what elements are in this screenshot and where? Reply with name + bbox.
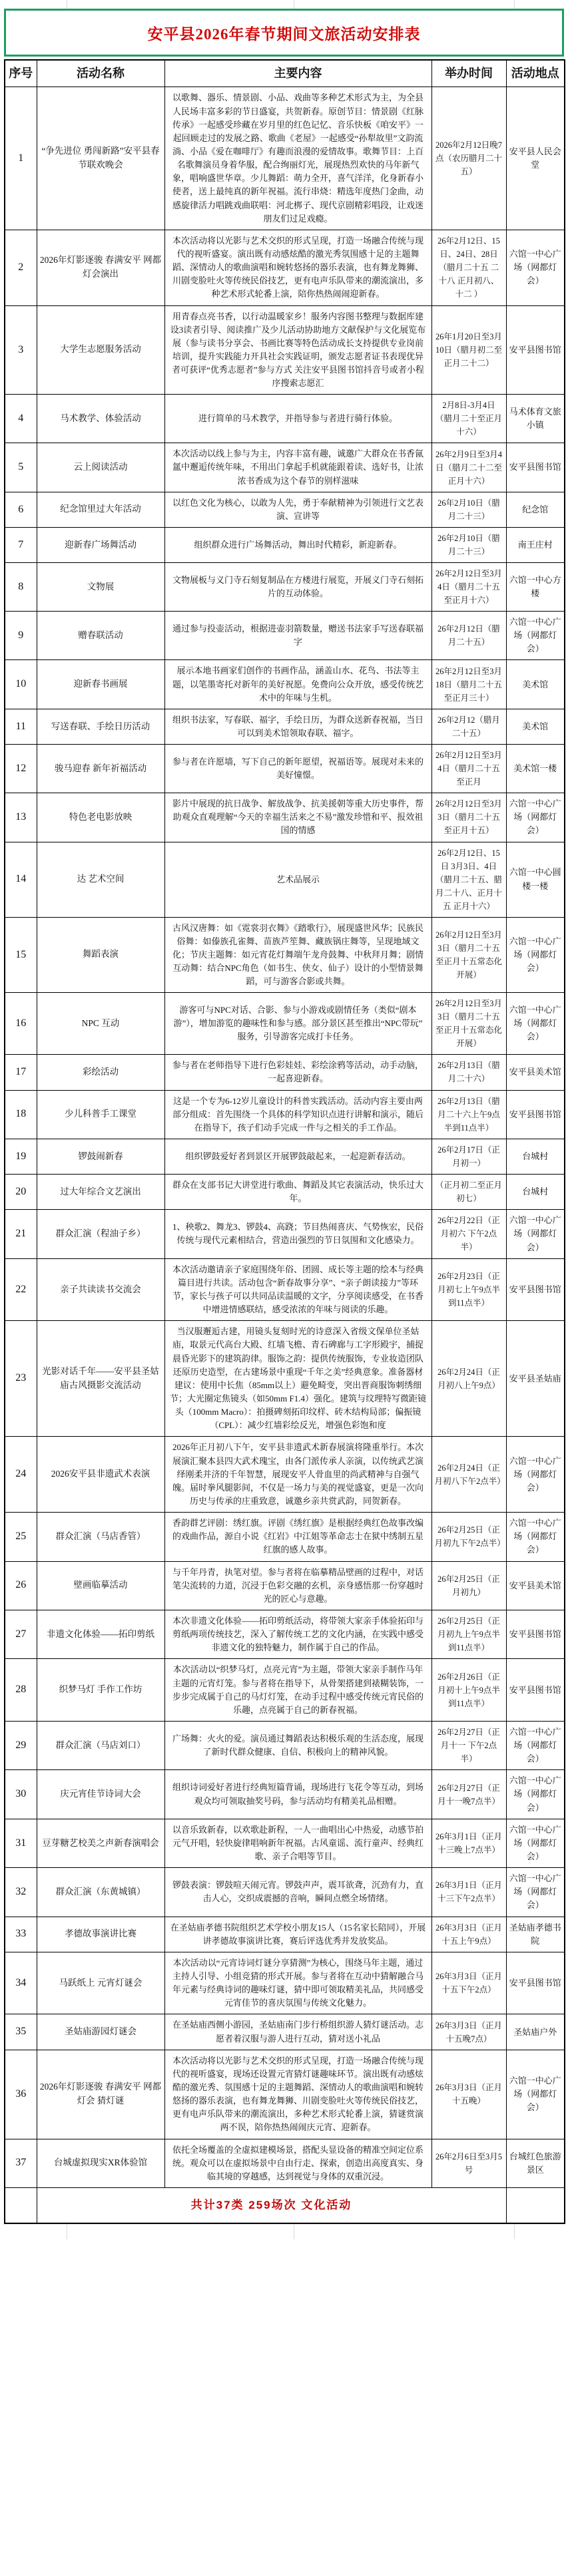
table-row — [5, 1868, 565, 1917]
content-cell: 以歌舞、器乐、情景剧、小品、戏曲等多种艺术形式为主，为全县人民场丰富多彩的节日盛宴，共贺新春。原创节目：情景剧《红脉传承》一起感受珍藏在岁月里的红色记忆、音乐快板《咱安平》一起回顾走过的发展之路、歌曲《老屋》一起感受“孙犁故里”文韵流淌、小品《爱在咖啡厅》有趣而浪漫的爱情故事。歌舞节目：上百名歌舞演员身着华服，配合绚丽灯光，展现热烈欢快的马年新气象，唱响盛世华章。少儿舞蹈：萌力全开，喜气洋洋，化身新春小使者，送上最纯真的新年祝福。流行串烧：精选年度热门金曲，动感旋律活力唱跳戏曲联唱：河北梆子、现代京剧精彩唱段，让戏迷朋友们过足戏瘾。 — [164, 87, 431, 230]
table-row — [5, 305, 565, 395]
footer-empty-cell-left — [5, 2188, 37, 2224]
content-cell: 广场舞：火火的爱。演员通过舞蹈表达积极乐观的生活态度，展现了新时代群众健康、自信、积极向上的精神风貌。 — [164, 1721, 431, 1769]
content-cell: 本次活动以“织梦马灯，点亮元宵”为主题，带领大家亲手制作马年主题的元宵灯笼。参与者将在指导下，从骨架搭建到裱糊装饰，一步步完成属于自己的马灯灯笼，在动手过程中感受传统元宵民俗的乐趣，点亮属于自己的新春祝福。 — [164, 1659, 431, 1722]
table-row — [5, 2014, 565, 2050]
row-number-cell: 19 — [5, 1139, 37, 1175]
activity-name-cell: 迎新春广场舞活动 — [37, 528, 164, 563]
activity-name-cell: 孝德故事演讲比赛 — [37, 1917, 164, 1952]
table-row — [5, 1321, 565, 1437]
location-cell: 纪念馆 — [506, 492, 565, 527]
row-number-cell: 30 — [5, 1770, 37, 1819]
activity-name-cell: 庆元宵佳节诗词大会 — [37, 1770, 164, 1819]
excel-gridline-strip-top — [3, 0, 565, 9]
location-cell: 六馆一中心广场（网都灯会） — [506, 1868, 565, 1917]
activity-name-cell: 织梦马灯 手作工作坊 — [37, 1659, 164, 1722]
activity-name-cell: 彩绘活动 — [37, 1055, 164, 1090]
content-cell: 这是一个专为6-12岁儿童设计的科普实践活动。活动内容主要由两部分组成：首先围绕一个具体的科学知识点进行讲解和演示，随后在指导下，孩子们动手完成一件与之相关的手工作品。 — [164, 1090, 431, 1139]
row-number-cell: 34 — [5, 1952, 37, 2014]
content-cell: 香韵群艺评剧：绣红旗。评剧《绣红旗》是根据经典红色故事改编的戏曲作品，源自小说《红岩》中江姐等革命志士在狱中绣制五星红旗的感人故事。 — [164, 1513, 431, 1561]
schedule-table — [4, 59, 565, 2224]
time-cell: 26年2月12日（腊月二十五） — [431, 612, 506, 660]
activity-name-cell: 2026安平县非遗武术表演 — [37, 1437, 164, 1513]
activity-name-cell: 马跃纸上 元宵灯谜会 — [37, 1952, 164, 2014]
time-cell: 26年2月25日（正月初九） — [431, 1561, 506, 1610]
content-cell: 在圣姑庙西侧小游园，圣姑庙南门步行桥组织游人猜灯谜活动。志愿者着汉服与游人进行互动，猜对送小礼品 — [164, 2014, 431, 2050]
activity-name-cell: 特色老电影放映 — [37, 793, 164, 842]
table-row — [5, 1952, 565, 2014]
row-number-cell: 22 — [5, 1258, 37, 1321]
activity-name-cell: 群众汇演（马店刘口） — [37, 1721, 164, 1769]
content-cell: 当汉服邂逅古建，用镜头复刻时光的诗意深入省级文保单位圣姑庙，取景元代高台大殿、红墙飞檐、青石碑廊与工字形殿宇，捕捉晨昏光影下的建筑韵律。服饰之韵：提供传统服饰，专业妆造团队还原历史造型，在古建场景中重现“千年之美”经典意象。准备器材建议：使用中长焦（85mm以上）避免畸变，突出晋商服饰刺绣细节；大光圈定焦镜头（如50mm F1.4）强化。建筑与纹理特写微距镜头（100mm Macro）：拍摄碑刻拓印纹样、砖木结构局部；偏振镜（CPL）：减少红墙彩绘反光，增强色彩饱和度 — [164, 1321, 431, 1437]
content-cell: 游客可与NPC对话、合影、参与小游戏或剧情任务（类似“剧本游”），增加游览的趣味性和参与感。部分景区甚至推出“NPC带玩”服务，引导游客完成打卡任务。 — [164, 993, 431, 1055]
row-number-cell: 14 — [5, 842, 37, 917]
time-cell: 26年2月24日（正月初八上午9点） — [431, 1321, 506, 1437]
row-number-cell: 23 — [5, 1321, 37, 1437]
activity-name-cell: 纪念馆里过大年活动 — [37, 492, 164, 527]
time-cell: 26年3月3日（正月十五晚7点） — [431, 2014, 506, 2050]
content-cell: 本次非遗文化体验——拓印剪纸活动，将带领大家亲手体验拓印与剪纸两项传统技艺，深入了解传统工艺的文化内涵，在实践中感受非遗文化的独特魅力，制作属于自己的作品。 — [164, 1610, 431, 1658]
activity-name-cell: 台城虚拟现实XR体验馆 — [37, 2139, 164, 2187]
column-header-location: 活动地点 — [506, 60, 565, 87]
row-number-cell: 16 — [5, 993, 37, 1055]
time-cell: 2026年2月12日晚7点（农历腊月二十五） — [431, 87, 506, 230]
excel-gridline-strip-bottom — [3, 2224, 565, 2239]
table-row — [5, 1770, 565, 1819]
row-number-cell: 17 — [5, 1055, 37, 1090]
time-cell: 26年2月25日（正月初九下午2点半） — [431, 1513, 506, 1561]
table-row — [5, 528, 565, 563]
content-cell: 1、秧歌2、舞龙3、锣鼓4、高跷；节目热闹喜庆、气势恢宏，民俗传统与现代元素相结合，营造出强烈的节日氛围和文化感染力。 — [164, 1210, 431, 1258]
row-number-cell: 36 — [5, 2050, 37, 2139]
content-cell: 2026年正月初八下午，安平县非遗武术新春展演将隆重举行。本次展演汇聚本县四大武术瑰宝，由各门派传承人亲演，以传统武艺演绎刚柔并济的千年智慧，展现安平人骨血里的尚武精神与自强气魄。届时拳风腿影间，不仅是一场力与美的视觉盛宴，更是一次向历史与传承的庄重致意，诚邀乡亲共赏武韵，同贺新春。 — [164, 1437, 431, 1513]
activity-name-cell: 写送春联、手绘日历活动 — [37, 709, 164, 744]
time-cell: 26年2月27日（正月十一晚7点半） — [431, 1770, 506, 1819]
table-row — [5, 993, 565, 1055]
table-row — [5, 2050, 565, 2139]
row-number-cell: 2 — [5, 230, 37, 305]
location-cell: 安平县图书馆 — [506, 1258, 565, 1321]
row-number-cell: 7 — [5, 528, 37, 563]
location-cell: 圣姑庙孝德书院 — [506, 1917, 565, 1952]
location-cell: 六馆一中心广场（网都灯会） — [506, 1513, 565, 1561]
column-header-time: 举办时间 — [431, 60, 506, 87]
time-cell: 26年2月12日、15日 3月3日、4日（腊月二十五、腊月二十八、正月十五 正月十六） — [431, 842, 506, 917]
content-cell: 参与者在老师指导下进行色彩娃娃、彩绘涂鸦等活动，动手动脑，一起喜迎新春。 — [164, 1055, 431, 1090]
table-row — [5, 1513, 565, 1561]
location-cell: 美术馆 — [506, 660, 565, 709]
table-row — [5, 395, 565, 443]
time-cell: 26年2月25日（正月初九上午9点半到11点半） — [431, 1610, 506, 1658]
time-cell: 26年2月12日至3月3日（腊月二十五至正月十五常态化开展） — [431, 993, 506, 1055]
location-cell: 六馆一中心广场（网都灯会） — [506, 1210, 565, 1258]
row-number-cell: 5 — [5, 443, 37, 492]
content-cell: 组织锣鼓爱好者到景区开展锣鼓敲起来，一起迎新春活动。 — [164, 1139, 431, 1175]
activity-name-cell: 亲子共读读书交流会 — [37, 1258, 164, 1321]
title-banner — [4, 9, 564, 57]
location-cell: 安平县图书馆 — [506, 305, 565, 395]
row-number-cell: 26 — [5, 1561, 37, 1610]
row-number-cell: 20 — [5, 1175, 37, 1210]
time-cell: 26年2月27日（正月十一 下午2点半） — [431, 1721, 506, 1769]
location-cell: 六馆一中心广场（网都灯会） — [506, 793, 565, 842]
activity-name-cell: 迎新春书画展 — [37, 660, 164, 709]
location-cell: 六馆一中心广场（网都灯会） — [506, 2050, 565, 2139]
time-cell: 26年2月23日（正月初七上午9点半到11点半） — [431, 1258, 506, 1321]
table-row — [5, 1210, 565, 1258]
activity-name-cell: 云上阅读活动 — [37, 443, 164, 492]
content-cell: 艺术品展示 — [164, 842, 431, 917]
activity-name-cell: 非遗文化体验——拓印剪纸 — [37, 1610, 164, 1658]
table-row — [5, 1561, 565, 1610]
activity-name-cell: 锣鼓闹新春 — [37, 1139, 164, 1175]
time-cell: 26年3月1日（正月十三下午2点半） — [431, 1868, 506, 1917]
location-cell: 六馆一中心广场（网都灯会） — [506, 612, 565, 660]
page-title: 安平县2026年春节期间文旅活动安排表 — [147, 25, 421, 43]
location-cell: 安平县图书馆 — [506, 443, 565, 492]
time-cell: 26年2月10日（腊月二十三） — [431, 492, 506, 527]
location-cell: 六馆一中心广场（网都灯会） — [506, 917, 565, 993]
content-cell: 在圣姑庙孝德书院组织艺术学校小朋友15人（15名家长陪同），开展讲孝德故事演讲比赛，赛后评选优秀并发放奖品。 — [164, 1917, 431, 1952]
content-cell: 与千年丹青，执笔对望。参与者将在临摹精品壁画的过程中，对话笔尖流转的力道，沉浸于色彩交融的玄机，亲身感悟那一份穿越时光的匠心与意趣。 — [164, 1561, 431, 1610]
table-row — [5, 492, 565, 527]
location-cell: 六馆一中心广场（网都灯会） — [506, 1437, 565, 1513]
row-number-cell: 33 — [5, 1917, 37, 1952]
activity-name-cell: 群众汇演（马店香管） — [37, 1513, 164, 1561]
table-row — [5, 1721, 565, 1769]
time-cell: （正月初二至正月初七） — [431, 1175, 506, 1210]
location-cell: 安平县图书馆 — [506, 1952, 565, 2014]
column-header-name: 活动名称 — [37, 60, 164, 87]
time-cell: 26年2月12日至3月18日（腊月二十五至正月三十） — [431, 660, 506, 709]
table-row — [5, 842, 565, 917]
table-row — [5, 230, 565, 305]
location-cell: 马术体育文旅小镇 — [506, 395, 565, 443]
activity-name-cell: 群众汇演（程油子乡） — [37, 1210, 164, 1258]
content-cell: 展示本地书画家们创作的书画作品，涵盖山水、花鸟、书法等主题，以笔墨寄托对新年的美好祝愿。免费向公众开放，感受传统艺术中的年味与生机。 — [164, 660, 431, 709]
activity-name-cell: 2026年灯影逐骏 春满安平 网都灯会演出 — [37, 230, 164, 305]
location-cell: 美术馆一楼 — [506, 745, 565, 793]
location-cell: 台城村 — [506, 1139, 565, 1175]
activity-name-cell: 群众汇演（东黄城镇） — [37, 1868, 164, 1917]
activity-name-cell: 骏马迎春 新年祈福活动 — [37, 745, 164, 793]
activity-name-cell: “争先进位 勇闯新路”安平县春节联欢晚会 — [37, 87, 164, 230]
table-row — [5, 709, 565, 744]
table-row — [5, 1055, 565, 1090]
activity-name-cell: 少儿科普手工课堂 — [37, 1090, 164, 1139]
table-row — [5, 793, 565, 842]
location-cell: 南王庄村 — [506, 528, 565, 563]
activity-name-cell: 大学生志愿服务活动 — [37, 305, 164, 395]
activity-name-cell: 壁画临摹活动 — [37, 1561, 164, 1610]
content-cell: 本次活动邀请亲子家庭围绕年俗、团圆、成长等主题的绘本与经典篇目进行共读。活动包含“新春故事分享”、“亲子朗读接力”等环节，家长与孩子可以共同品读温暖的文字，分享阅读感受，在书香中增进情感联结，感受浓浓的年味与阅读的乐趣。 — [164, 1258, 431, 1321]
row-number-cell: 21 — [5, 1210, 37, 1258]
time-cell: 26年2月12日至3月4日（腊月二十五至正月十六） — [431, 563, 506, 612]
gridline — [514, 0, 515, 9]
time-cell: 26年1月20日至3月10日（腊月初二至正月二十二） — [431, 305, 506, 395]
time-cell: 26年2月12（腊月二十五） — [431, 709, 506, 744]
content-cell: 依托全场覆盖的全虚拟建模场景，搭配头显设备的精准空间定位系统。观众可以在虚拟场景中自由行走、探索，创造出高度真实、身临其境的穿越感，达到视觉与身体的双重沉浸。 — [164, 2139, 431, 2187]
row-number-cell: 15 — [5, 917, 37, 993]
location-cell: 台城红色旅游景区 — [506, 2139, 565, 2187]
row-number-cell: 1 — [5, 87, 37, 230]
time-cell: 26年2月12日至3月4日（腊月二十五至正月 — [431, 745, 506, 793]
footer-row — [5, 2188, 565, 2224]
table-row — [5, 612, 565, 660]
location-cell: 美术馆 — [506, 709, 565, 744]
time-cell: 26年2月13日（腊月二十六上午9点半到11点半） — [431, 1090, 506, 1139]
location-cell: 安平县美术馆 — [506, 1055, 565, 1090]
time-cell: 26年2月24日（正月初八下午2点半） — [431, 1437, 506, 1513]
row-number-cell: 4 — [5, 395, 37, 443]
row-number-cell: 6 — [5, 492, 37, 527]
gridline — [514, 2225, 515, 2239]
content-cell: 本次活动将以光影与艺术交织的形式呈现，打造一场融合传统与现代的视听盛宴，现场还设置元宵猜灯谜趣味环节。演出既有动感炫酷的激光秀、氛围感十足的主题舞蹈、深情动人的歌曲演唱和婉转悠扬的器乐表演，也有舞龙舞狮、川剧变脸吐火等传统民俗技艺，更有电声乐队带来的潮流演出，多种艺术形式轮番上演，猜谜赏演两不误，陪你热热闹闹庆元宵、迎新春。 — [164, 2050, 431, 2139]
table-row — [5, 1610, 565, 1658]
time-cell: 26年3月3日（正月十五下午2点） — [431, 1952, 506, 2014]
location-cell: 安平县图书馆 — [506, 1090, 565, 1139]
time-cell: 26年2月10日（腊月二十三） — [431, 528, 506, 563]
table-row — [5, 917, 565, 993]
content-cell: 用青春点亮书香，以行动温暖家乡！服务内容图书整理与数据库建设3读者引导、阅读推广及少儿活动协助地方文献保护与文化展览布展（参与读书分享会、书画比赛等特色活动成长支持提供专业岗前培训，提升实践能力开具社会实践证明，颁发志愿者证书表现优异者可获评“优秀志愿者”参与方式 关注安平县图书馆抖音号或者小程序搜索志愿汇 — [164, 305, 431, 395]
content-cell: 本次活动以“元宵诗词灯谜分享猜测”为核心，围绕马年主题，通过主持人引导、小组竞猜的形式开展。参与者将在互动中猜解融合马年元素与经典诗词的趣味灯谜，猜中即可领取精美礼品，共同感受元宵佳节的喜庆氛围与传统文化魅力。 — [164, 1952, 431, 2014]
table-row — [5, 1258, 565, 1321]
row-number-cell: 28 — [5, 1659, 37, 1722]
location-cell: 圣姑庙户外 — [506, 2014, 565, 2050]
content-cell: 以音乐致新春，以欢歌赴新程，一人一曲唱出心中热爱，动感节拍元气开唱，轻快旋律唱响新年祝福。古风童谣、流行童声、经典红歌、亲子合唱等节目。 — [164, 1819, 431, 1867]
time-cell: 26年2月26日（正月初十上午9点半到11点半） — [431, 1659, 506, 1722]
location-cell: 安平县图书馆 — [506, 1659, 565, 1722]
activity-name-cell: 圣姑庙游园灯谜会 — [37, 2014, 164, 2050]
row-number-cell: 8 — [5, 563, 37, 612]
column-header-no: 序号 — [5, 60, 37, 87]
activity-name-cell: 光影对话千年——安平县圣姑庙古风摄影交流活动 — [37, 1321, 164, 1437]
table-row — [5, 2139, 565, 2187]
row-number-cell: 35 — [5, 2014, 37, 2050]
table-row — [5, 660, 565, 709]
row-number-cell: 10 — [5, 660, 37, 709]
time-cell: 26年2月12日、15日、24日、28日（腊月二十五 二十八 正月初八、十二 ） — [431, 230, 506, 305]
table-row — [5, 563, 565, 612]
row-number-cell: 25 — [5, 1513, 37, 1561]
time-cell: 2月8日-3月4日（腊月二十至正月十六） — [431, 395, 506, 443]
location-cell: 安平县美术馆 — [506, 1561, 565, 1610]
activity-name-cell: 舞蹈表演 — [37, 917, 164, 993]
table-row — [5, 1659, 565, 1722]
content-cell: 组织群众进行广场舞活动，舞出时代精彩，新迎新春。 — [164, 528, 431, 563]
table-row — [5, 1819, 565, 1867]
time-cell: 26年2月13日（腊月二十六） — [431, 1055, 506, 1090]
table-body — [5, 87, 565, 2188]
table-row — [5, 1175, 565, 1210]
content-cell: 影片中展现的抗日战争、解放战争、抗美援朝等重大历史事件，帮助观众直观理解“今天的幸福生活来之不易”激发珍惜和平、报效祖国的情感 — [164, 793, 431, 842]
table-row — [5, 1090, 565, 1139]
location-cell: 安平县图书馆 — [506, 1610, 565, 1658]
activity-name-cell: 赠春联活动 — [37, 612, 164, 660]
time-cell: 26年2月6日至3月5号 — [431, 2139, 506, 2187]
column-header-content: 主要内容 — [164, 60, 431, 87]
time-cell: 26年3月3日（正月十五上午9点） — [431, 1917, 506, 1952]
table-row — [5, 87, 565, 230]
location-cell: 六馆一中心广场（网都灯会） — [506, 230, 565, 305]
activity-name-cell: 豆芽糖艺校美之声新春演唱会 — [37, 1819, 164, 1867]
content-cell: 以红色文化为核心，以敢为人先，勇于奉献精神为引领进行文艺表演、宣讲等 — [164, 492, 431, 527]
content-cell: 群众在支部书记大讲堂进行歌曲、舞蹈及其它表演活动，快乐过大年。 — [164, 1175, 431, 1210]
row-number-cell: 11 — [5, 709, 37, 744]
content-cell: 进行简单的马术教学，并指导参与者进行骑行体验。 — [164, 395, 431, 443]
activity-name-cell: 马术教学、体验活动 — [37, 395, 164, 443]
location-cell: 六馆一中心广场（网都灯会） — [506, 1721, 565, 1769]
row-number-cell: 3 — [5, 305, 37, 395]
row-number-cell: 18 — [5, 1090, 37, 1139]
row-number-cell: 9 — [5, 612, 37, 660]
content-cell: 组织诗词爱好者进行经典短篇背诵，现场进行飞花令等互动，到场观众均可领取抽奖号码，参与活动均有精美礼品相赠。 — [164, 1770, 431, 1819]
time-cell: 26年2月22日（正月初六 下午2点半） — [431, 1210, 506, 1258]
location-cell: 安平县人民会堂 — [506, 87, 565, 230]
time-cell: 26年2月17日（正月初一） — [431, 1139, 506, 1175]
activity-name-cell: NPC 互动 — [37, 993, 164, 1055]
row-number-cell: 32 — [5, 1868, 37, 1917]
location-cell: 六馆一中心广场（网都灯会） — [506, 1819, 565, 1867]
content-cell: 参与者在许愿墙，写下自己的新年愿望，祝福语等。展现对未来的美好憧憬。 — [164, 745, 431, 793]
activity-name-cell: 过大年综合文艺演出 — [37, 1175, 164, 1210]
time-cell: 26年3月1日（正月十三晚上7点半） — [431, 1819, 506, 1867]
location-cell: 台城村 — [506, 1175, 565, 1210]
row-number-cell: 29 — [5, 1721, 37, 1769]
table-row — [5, 1437, 565, 1513]
table-row — [5, 1139, 565, 1175]
time-cell: 26年3月3日（正月十五晚） — [431, 2050, 506, 2139]
footer-total-cell: 共计37类 259场次 文化活动 — [37, 2188, 506, 2224]
location-cell: 六馆一中心广场（网都灯会） — [506, 993, 565, 1055]
content-cell: 古风汉唐舞：如《霓裳羽衣舞》《踏歌行》，展现盛世风华；民族民俗舞：如傣族孔雀舞、苗族芦笙舞、藏族锅庄舞等，呈现地域文化；节庆主题舞：如元宵花灯舞端午龙舟鼓舞、中秋拜月舞；剧情互动舞：结合NPC角色（如书生、侠女、仙子）设计的小型情景舞蹈，可与游客合影或共舞。 — [164, 917, 431, 993]
content-cell: 本次活动以线上参与为主，内容丰富有趣，诚邀广大群众在书香氤氲中邂逅传统年味，不用出门拿起手机就能跟着读、选好书，让浓浓书香成为这个春节的别样滋味 — [164, 443, 431, 492]
row-number-cell: 24 — [5, 1437, 37, 1513]
row-number-cell: 27 — [5, 1610, 37, 1658]
content-cell: 通过参与投壶活动，根据进壶羽箭数量，赠送书法家手写送春联福字 — [164, 612, 431, 660]
row-number-cell: 37 — [5, 2139, 37, 2187]
activity-name-cell: 文物展 — [37, 563, 164, 612]
location-cell: 六馆一中心方楼 — [506, 563, 565, 612]
time-cell: 26年2月9日至3月4日（腊月二十二至正月十六） — [431, 443, 506, 492]
table-row — [5, 1917, 565, 1952]
table-row — [5, 443, 565, 492]
activity-name-cell: 2026年灯影逐骏 春满安平 网都灯会 猜灯谜 — [37, 2050, 164, 2139]
location-cell: 六馆一中心圆楼一楼 — [506, 842, 565, 917]
footer-empty-cell-right — [506, 2188, 565, 2224]
time-cell: 26年2月12日至3月3日（腊月二十五至正月十五） — [431, 793, 506, 842]
content-cell: 组织书法家，写春联、福字，手绘日历，为群众送新春祝福，当日可以到美术馆领取春联、福字。 — [164, 709, 431, 744]
row-number-cell: 12 — [5, 745, 37, 793]
time-cell: 26年2月12日至3月3日（腊月二十五至正月十五常态化开展） — [431, 917, 506, 993]
row-number-cell: 31 — [5, 1819, 37, 1867]
content-cell: 本次活动将以光影与艺术交织的形式呈现，打造一场融合传统与现代的视听盛宴。演出既有动感炫酷的激光秀氛围感十足的主题舞蹈、深情动人的歌曲演唱和婉转悠扬的器乐表演，也有舞龙舞狮、川剧变脸吐火等传统民俗技艺，更有电声乐队带来的潮流演出，多种艺术形式轮番上演，陪你热热闹闹迎新春。 — [164, 230, 431, 305]
content-cell: 文物展板与义门寺石刻复制品在方楼进行展览，开展义门寺石刻拓片的互动体验。 — [164, 563, 431, 612]
location-cell: 安平县圣姑庙 — [506, 1321, 565, 1437]
table-header-row — [5, 60, 565, 87]
activity-name-cell: 达 艺术空间 — [37, 842, 164, 917]
location-cell: 六馆一中心广场（网都灯会） — [506, 1770, 565, 1819]
row-number-cell: 13 — [5, 793, 37, 842]
table-row — [5, 745, 565, 793]
content-cell: 锣鼓表演：锣鼓喧天闹元宵。锣鼓声声，震耳欲聋，沉劲有力，直击人心，交织成震撼的音响，瞬间点燃全场情绪。 — [164, 1868, 431, 1917]
